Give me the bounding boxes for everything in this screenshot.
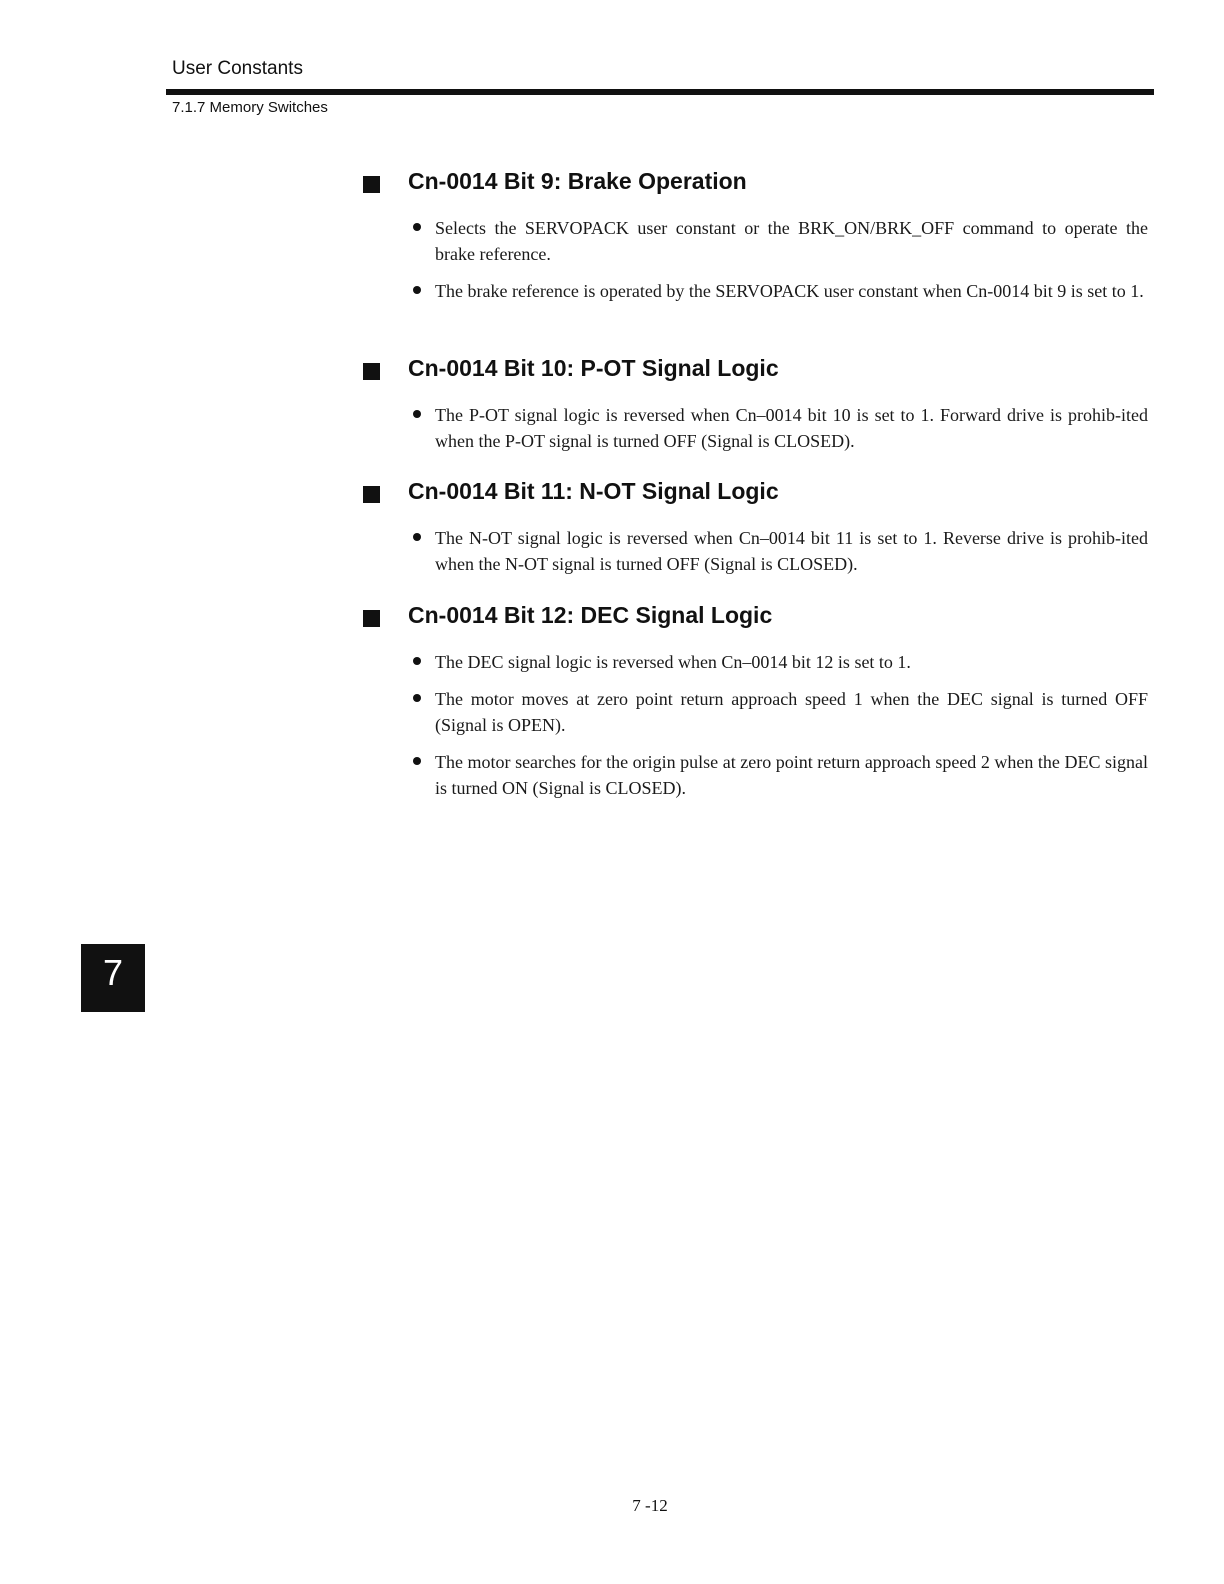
- chapter-tab: [81, 944, 145, 1012]
- bullet-text: The brake reference is operated by the SERVOPACK user constant when Cn-0014 bit 9 is set to 1.: [435, 281, 1144, 301]
- bullet-icon: [413, 757, 421, 765]
- black-square-icon: [363, 486, 380, 503]
- black-square-icon: [363, 610, 380, 627]
- running-head: User Constants: [172, 58, 303, 79]
- bullet-icon: [413, 657, 421, 665]
- black-square-icon: [363, 363, 380, 380]
- bullet-icon: [413, 533, 421, 541]
- header-rule: [166, 89, 1154, 95]
- section-title: Cn-0014 Bit 12: DEC Signal Logic: [408, 602, 773, 628]
- subsection-label: 7.1.7 Memory Switches: [172, 99, 328, 116]
- bullet-text: Selects the SERVOPACK user constant or the BRK_ON/BRK_OFF command to operate the brake reference.: [435, 218, 1148, 264]
- bullet-text: The N-OT signal logic is reversed when Cn–0014 bit 11 is set to 1. Reverse drive is prohib-ited when the N-OT signal is turned OFF (Signal is CLOSED).: [435, 528, 1148, 574]
- bullet-text: The motor searches for the origin pulse at zero point return approach speed 2 when the DEC signal is turned ON (Signal is CLOSED).: [435, 752, 1148, 798]
- bullet-icon: [413, 223, 421, 231]
- bullet-text: The P-OT signal logic is reversed when Cn–0014 bit 10 is set to 1. Forward drive is prohib-ited when the P-OT signal is turned OFF (Signal is CLOSED).: [435, 405, 1148, 451]
- chapter-number: 7: [102, 952, 124, 993]
- black-square-icon: [363, 176, 380, 193]
- section-title: Cn-0014 Bit 9: Brake Operation: [408, 168, 747, 194]
- section-title: Cn-0014 Bit 11: N-OT Signal Logic: [408, 478, 779, 504]
- page-number: 7 -12: [632, 1496, 668, 1515]
- section-title: Cn-0014 Bit 10: P-OT Signal Logic: [408, 355, 779, 381]
- bullet-text: The DEC signal logic is reversed when Cn–0014 bit 12 is set to 1.: [435, 652, 911, 672]
- bullet-text: The motor moves at zero point return approach speed 1 when the DEC signal is turned OFF (Signal is OPEN).: [435, 689, 1148, 735]
- bullet-icon: [413, 410, 421, 418]
- bullet-icon: [413, 286, 421, 294]
- bullet-icon: [413, 694, 421, 702]
